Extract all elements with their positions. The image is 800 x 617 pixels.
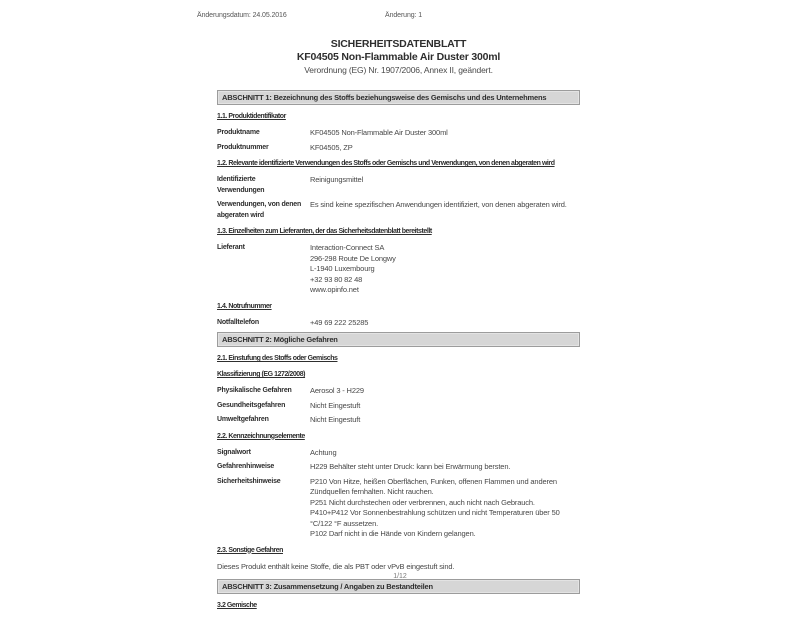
signalwort-label: Signalwort [217,448,251,456]
produktname-value: KF04505 Non-Flammable Air Duster 300ml [310,128,448,137]
gesundheitsgefahren-label: Gesundheitsgefahren [217,401,286,409]
identifizierte-verwendungen-label: Identifizierte Verwendungen [217,176,265,194]
notfalltelefon-value: +49 69 222 25285 [310,317,369,327]
lieferant-row [217,243,580,296]
heading-1-1: 1.1. Produktidentifikator [217,113,286,120]
umweltgefahren-value: Nicht Eingestuft [310,415,361,424]
p210-statement: P210 Von Hitze, heißen Oberflächen, Funken, offenen Flammen und anderen Zündquellen fernhalten. Nicht rauchen. [310,476,557,496]
sicherheitshinweise-row [217,477,580,540]
product-title: KF04505 Non-Flammable Air Duster 300ml [296,51,501,63]
signalwort-row [217,448,580,459]
sicherheitshinweise-statements [310,477,580,540]
heading-2-2: 2.2. Kennzeichnungselemente [217,432,305,440]
sds-document [217,38,580,617]
heading-1-3: 1.3. Einzelheiten zum Lieferanten, der das Sicherheitsdatenblatt bereitstellt [217,228,432,235]
notfalltelefon-row [217,318,580,329]
gefahrenhinweise-value: H229 Behälter steht unter Druck: kann bei Erwärmung bersten. [310,462,511,471]
title-block [217,38,580,76]
page-top-header [0,12,800,24]
identifizierte-verwendungen-row [217,175,580,196]
notfalltelefon-label: Notfalltelefon [217,318,259,326]
heading-2-3: 2.3. Sonstige Gefahren [217,546,283,554]
p410-p412-statement: P410+P412 Vor Sonnenbestrahlung schützen und nicht Temperaturen über 50 °C/122 °F aussetzen. [310,508,560,528]
abgeraten-value: Es sind keine spezifischen Anwendungen identifiziert, von denen abgeraten wird. [310,200,567,209]
sonstige-gefahren-text: Dieses Produkt enthält keine Stoffe, die als PBT oder vPvB eingestuft sind. [217,561,455,571]
page-number: 1/12 [393,573,407,580]
heading-1-4: 1.4. Notrufnummer [217,302,272,310]
gefahrenhinweise-label: Gefahrenhinweise [217,463,275,470]
produktnummer-value: KF04505, ZP [310,142,353,152]
lieferant-street: 296-298 Route De Longwy [310,253,396,263]
p251-statement: P251 Nicht durchstechen oder verbrennen, auch nicht nach Gebrauch. [310,497,535,507]
lieferant-website: www.opinfo.net [310,285,359,294]
heading-1-2: 1.2. Relevante identifizierte Verwendungen des Stoffs oder Gemischs und Verwendungen, von denen abgeraten wird [217,160,555,167]
lieferant-label: Lieferant [217,244,245,251]
lieferant-phone: +32 93 80 82 48 [310,274,363,284]
revision-number: Änderung: 1 [385,12,423,19]
physikalische-gefahren-value: Aerosol 3 - H229 [310,386,364,395]
signalwort-value: Achtung [310,447,337,457]
section2-header-bar: ABSCHNITT 2: Mögliche Gefahren [217,332,580,347]
lieferant-address [310,243,580,296]
gesundheitsgefahren-value: Nicht Eingestuft [310,400,361,410]
produktname-row [217,128,580,139]
gefahrenhinweise-row [217,462,580,473]
section1-header-bar: ABSCHNITT 1: Bezeichnung des Stoffs beziehungsweise des Gemischs und des Unternehmens [217,90,580,105]
sicherheitshinweise-label: Sicherheitshinweise [217,477,281,485]
produktnummer-row [217,143,580,154]
gesundheitsgefahren-row [217,401,580,412]
physikalische-gefahren-label: Physikalische Gefahren [217,387,292,394]
umweltgefahren-label: Umweltgefahren [217,416,269,423]
document-title: SICHERHEITSDATENBLATT [330,38,467,50]
klassifizierung-heading: Klassifizierung (EG 1272/2008) [217,371,306,378]
lieferant-company: Interaction-Connect SA [310,243,385,252]
physikalische-gefahren-row [217,386,580,397]
identifizierte-verwendungen-value: Reinigungsmittel [310,175,364,184]
abgeraten-label: Verwendungen, von denen abgeraten wird [217,201,302,219]
lieferant-city: L-1940 Luxembourg [310,264,375,273]
produktnummer-label: Produktnummer [217,143,269,151]
heading-3-2: 3.2 Gemische [217,602,257,609]
heading-2-1: 2.1. Einstufung des Stoffs oder Gemischs [217,355,338,362]
produktname-label: Produktname [217,129,260,136]
change-date: Änderungsdatum: 24.05.2016 [197,12,287,19]
umweltgefahren-row [217,415,580,426]
abgeraten-row [217,200,580,221]
regulation-subtitle: Verordnung (EG) Nr. 1907/2006, Annex II, geändert. [304,65,493,75]
section3-header-bar: ABSCHNITT 3: Zusammensetzung / Angaben zu Bestandteilen [217,579,580,594]
p102-statement: P102 Darf nicht in die Hände von Kindern gelangen. [310,529,476,538]
